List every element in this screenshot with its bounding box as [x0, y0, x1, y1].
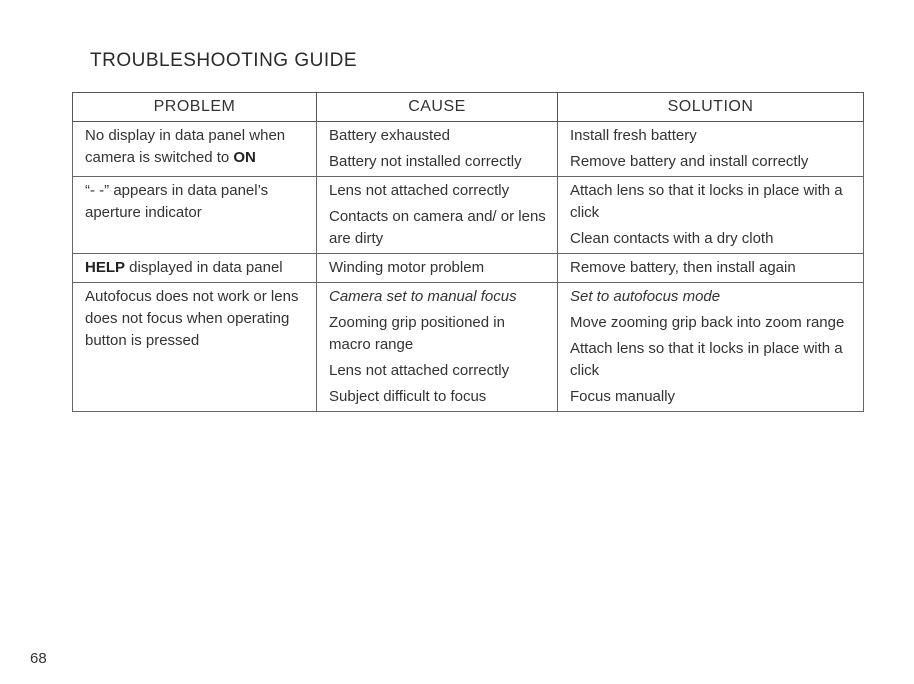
cause-entry: Battery not installed correctly: [329, 153, 522, 170]
cause-cell: [317, 254, 558, 283]
cause-entry: Winding motor problem: [329, 259, 485, 276]
table-header-row: [73, 93, 864, 122]
problem-cell: HELP displayed in data panel: [73, 254, 317, 283]
cause-entry: Battery exhausted: [329, 127, 450, 144]
table-row: [73, 122, 864, 177]
solution-entry: Install fresh battery: [570, 127, 697, 144]
solution-cell: [558, 122, 864, 177]
solution-entry: Remove battery and install correctly: [570, 153, 809, 170]
cause-entry: Lens not attached correctly: [329, 362, 510, 379]
cause-cell: [317, 122, 558, 177]
problem-cell: “- -” appears in data panel’s aperture indicator: [73, 177, 317, 254]
problem-cell: Autofocus does not work or lens does not focus when operating button is pressed: [73, 283, 317, 412]
solution-cell: [558, 283, 864, 412]
page-title: TROUBLESHOOTING GUIDE: [90, 50, 358, 71]
solution-entry: Remove battery, then install again: [570, 259, 796, 276]
solution-entry: Attach lens so that it locks in place with a click: [570, 340, 843, 379]
troubleshooting-table: [72, 92, 864, 412]
solution-entry: Clean contacts with a dry cloth: [570, 230, 774, 247]
solution-cell: [558, 177, 864, 254]
cause-cell: [317, 283, 558, 412]
problem-cell: No display in data panel when camera is switched to ON: [73, 122, 317, 177]
solution-entry: Focus manually: [570, 388, 676, 405]
table-row: [73, 254, 864, 283]
table-row: [73, 177, 864, 254]
cause-entry: Contacts on camera and/ or lens are dirty: [329, 208, 546, 247]
column-header-solution: SOLUTION: [558, 93, 864, 122]
bold-term: HELP: [85, 259, 126, 276]
solution-entry: Move zooming grip back into zoom range: [570, 314, 845, 331]
table-row: [73, 283, 864, 412]
cause-entry: Camera set to manual focus: [329, 288, 517, 305]
cause-entry: Zooming grip positioned in macro range: [329, 314, 505, 353]
cause-cell: [317, 177, 558, 254]
column-header-cause: CAUSE: [317, 93, 558, 122]
solution-cell: [558, 254, 864, 283]
column-header-problem: PROBLEM: [73, 93, 317, 122]
page-number: 68: [30, 650, 47, 667]
cause-entry: Subject difficult to focus: [329, 388, 487, 405]
solution-entry: Set to autofocus mode: [570, 288, 721, 305]
bold-term: ON: [233, 149, 256, 166]
solution-entry: Attach lens so that it locks in place with a click: [570, 182, 843, 221]
cause-entry: Lens not attached correctly: [329, 182, 510, 199]
